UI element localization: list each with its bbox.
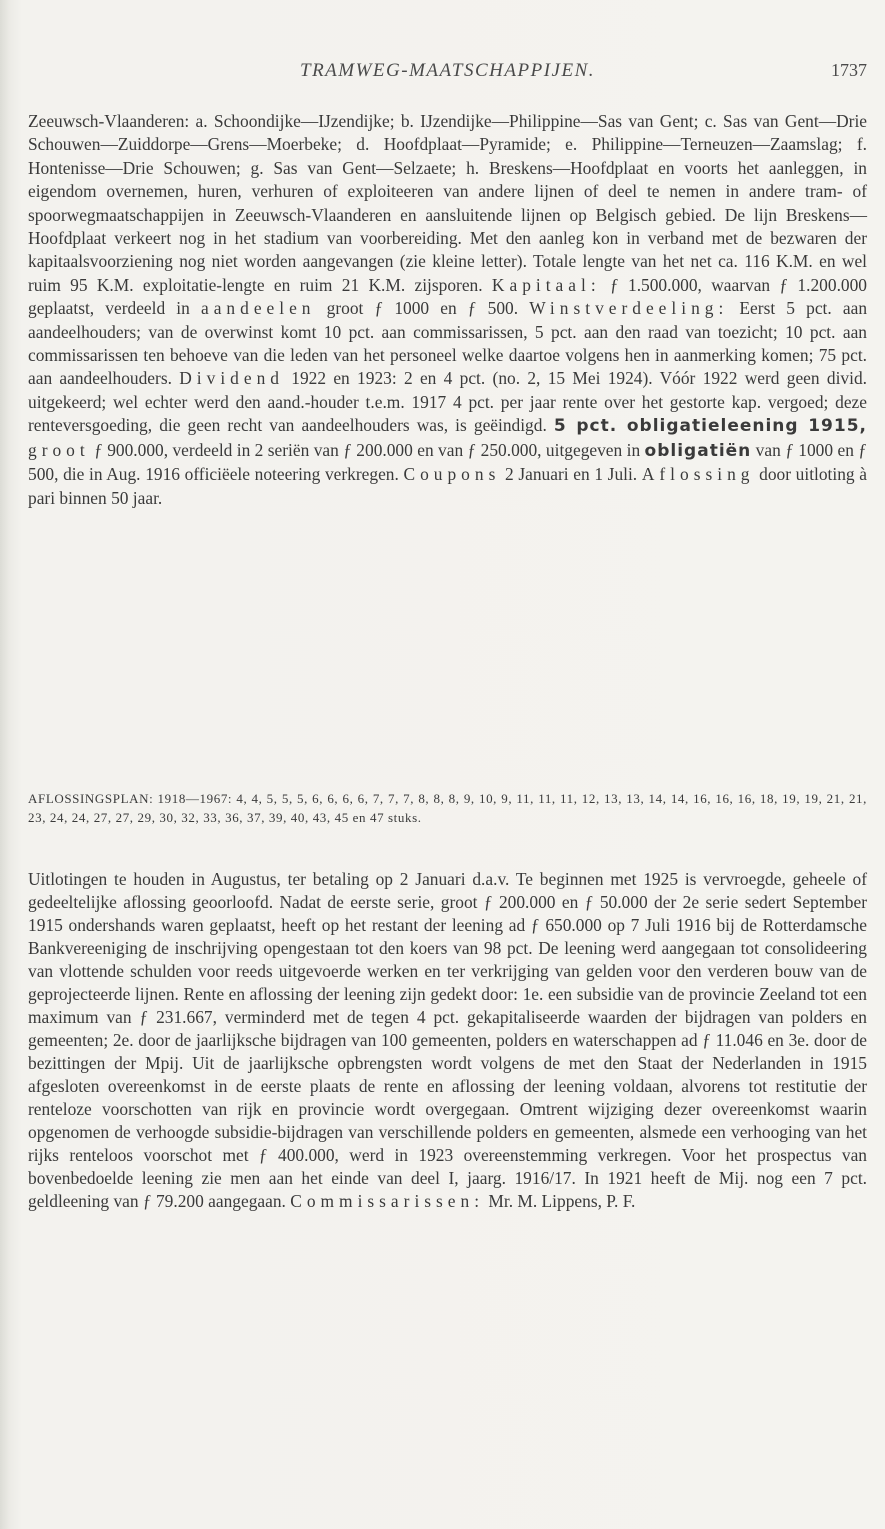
text-segment: Mr. M. Lippens, P. F. [484,1191,636,1211]
loan-paragraph [28,868,867,1213]
heading-winstverdeeling: Winstverdeeling: [529,298,729,319]
paragraph-company-lines [28,110,867,510]
page-header [28,60,867,90]
heading-kapitaal: Kapitaal: [491,274,601,295]
text-segment: door uitloting à pari binnen 50 jaar. [28,464,867,508]
page-number: 1737 [831,60,867,80]
heading-coupons: Coupons [403,464,501,485]
text-segment: 2 Januari en 1 Juli. [500,464,642,485]
text-segment: Eerst 5 pct. aan aandeelhouders; van de overwinst komt 10 pct. aan commissarissen, 5 pct. aan den raad van toezicht; 10 pct. aan commissarissen ten behoeve van die leden van het personeel welke daartoe volgens hen in aanmerking komen; 75 pct. aan aandeelhouders. [28,298,868,389]
redemption-schedule-text: AFLOSSINGSPLAN: 1918—1967: 4, 4, 5, 5, 5, 6, 6, 6, 6, 7, 7, 7, 8, 8, 8, 9, 10, 9, 11, 11, 11, 12, 13, 13, 14, 14, 16, 16, 16, 18, 19, 19, 21, 21, 23, 24, 24, 27, 27, 29, 30, 32, 33, 36, 37, 39, 40, 43, 45 en 47 stuks. [28,791,867,825]
text-segment: van ƒ 1000 en ƒ 500, die in Aug. 1916 officiëele noteering verkregen. [28,439,867,485]
text-segment: groot ƒ 1000 en ƒ 500. [315,298,530,319]
heading-obligatien: obligatiën [644,440,752,461]
running-title: TRAMWEG-MAATSCHAPPIJEN. [300,60,595,81]
main-paragraph [28,110,867,510]
redemption-schedule [28,790,867,827]
heading-commissarissen: Commissarissen: [290,1191,485,1211]
heading-aandeelen: aandeelen [200,298,316,319]
heading-dividend: Dividend [179,368,284,389]
text-segment: ƒ 1.500.000, waarvan ƒ 1.200.000 geplaatst, verdeeld in [28,274,867,319]
text-segment: Zeeuwsch-Vlaanderen: a. Schoondijke—IJzendijke; b. IJzendijke—Philippine—Sas van Gent; c. Sas van Gent—Drie Schouwen—Zuiddorpe—Grens—Moerbeke; d. Hoofdplaat—Pyramide; e. Philippine—Terneuzen—Zaamslag; f. Hontenisse—Drie Schouwen; g. Sas van Gent—Selzaete; h. Breskens—Hoofdplaat en voorts het aanleggen, in eigendom overnemen, huren, verhuren of exploiteeren van andere lijnen of deel te nemen in andere tram- of spoorwegmaatschappijen in Zeeuwsch-Vlaanderen en aansluitende lijnen op Belgisch gebied. De lijn Breskens—Hoofdplaat verkeert nog in het stadium van voorbereiding. Met den aanleg kon in verband met de bezwaren der kapitaalsvoorziening nog niet worden aangevangen (zie kleine letter). Totale lengte van het net ca. 116 K.M. en wel ruim 95 K.M. exploitatie-lengte en ruim 21 K.M. zijsporen. [28,111,867,295]
heading-aflossing: Aflossing [641,464,755,485]
text-segment: ƒ 900.000, verdeeld in 2 seriën van ƒ 200.000 en van ƒ 250.000, uitgegeven in [89,439,645,460]
text-segment: 1922 en 1923: 2 en 4 pct. (no. 2, 15 Mei 1924). Vóór 1922 werd geen divid. uitgekeerd; wel echter werd den aand.-houder t.e.m. 1917 4 pct. per jaar rente over het gestorte kap. vergoed; deze renteversgoeding, die geen recht van aandeelhouders was, is geëindigd. [28,368,867,436]
text-segment: Uitlotingen te houden in Augustus, ter betaling op 2 Januari d.a.v. Te beginnen met 1925 is vervroegde, geheele of gedeeltelijke aflossing geoorloofd. Nadat de eerste serie, groot ƒ 200.000 en ƒ 50.000 der 2e serie sedert September 1915 ondershands waren geplaatst, heeft op het restant der leening ad ƒ 650.000 op 7 Juli 1916 bij de Rotterdamsche Bankvereeniging de inschrijving opengestaan tot den koers van 98 pct. De leening werd aangegaan tot consolideering van vlottende schulden voor reeds uitgevoerde werken en ter verkrijging van gelden voor den verderen bouw van de geprojecteerde lijnen. Rente en aflossing der leening zijn gedekt door: 1e. een subsidie van de provincie Zeeland tot een maximum van ƒ 231.667, verminderd met de tegen 4 pct. gekapitaliseerde waarden der bijdragen van polders en gemeenten; 2e. door de jaarlijksche bijdragen van 100 gemeenten, polders en waterschappen ad ƒ 11.046 en 3e. door de bezittingen der Mpij. Uit de jaarlijksche opbrengsten wordt volgens de met den Staat der Nederlanden in 1915 afgesloten overeenkomst in de eerste plaats de rente en aflossing der leening voldaan, alvorens tot restitutie der renteloze voorschotten van rijk en provincie wordt overgegaan. Omtrent wijziging dezer overeenkomst waarin opgenomen de verhoogde subsidie-bijdragen van verschillende polders en gemeenten, alsmede een verhooging van het rijks renteloos voorschot met ƒ 400.000, werd in 1923 overeenstemming verkregen. Voor het prospectus van bovenbedoelde leening zie men aan het einde van deel I, jaarg. 1916/17. In 1921 heeft de Mij. nog een 7 pct. geldleening van ƒ 79.200 aangegaan. [28,869,867,1211]
heading-obligatieleening: 5 pct. obligatieleening 1915, [553,416,868,437]
heading-groot: groot [28,439,90,460]
paragraph-loan-details [28,868,867,1213]
